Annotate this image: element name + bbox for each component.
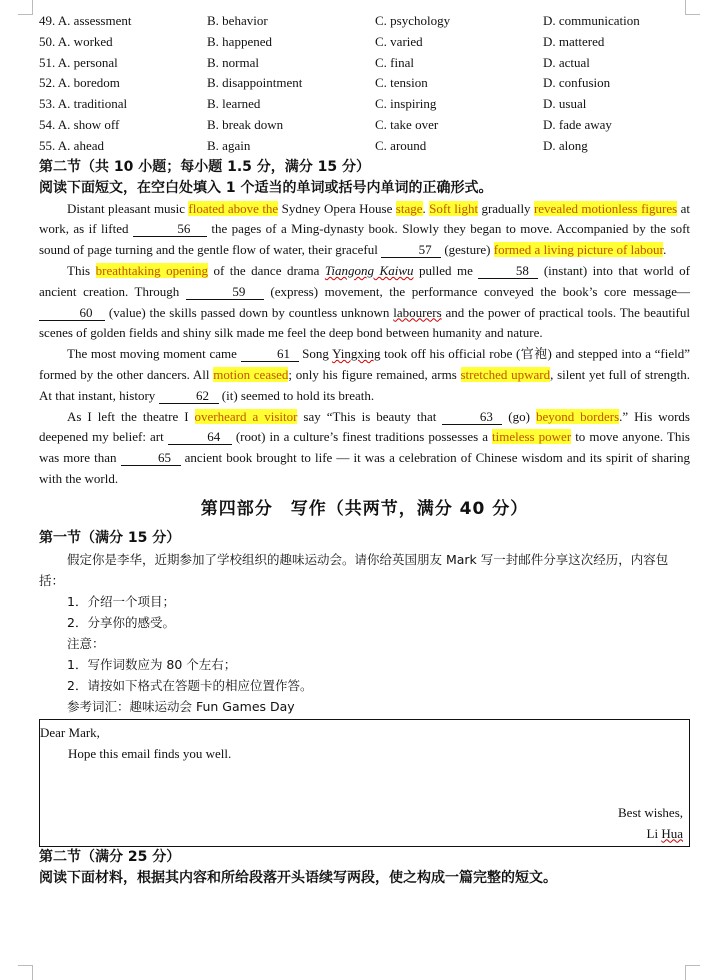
blank-63: 63 <box>442 409 502 425</box>
writing-note-2: 2．请按如下格式在答题卡的相应位置作答。 <box>67 677 313 693</box>
highlight: revealed motionless figures <box>533 200 678 216</box>
passage-paragraph-4: As I left the theatre I overheard a visitor say “This is beauty that 63 (go) beyond borders.” His words deepened my belief: art 64 (root) in a culture’s finest traditions possesses a timeless power to move anyone. This was more than 65 ancient book brought to life — it was a celebration of Chinese wisdom and its spirit of sharing with the world. <box>39 408 691 486</box>
blank-65: 65 <box>121 450 181 466</box>
letter-closing: Best wishes, <box>618 804 683 820</box>
section2-heading: 第二节（共 10 小题；每小题 1.5 分，满分 15 分） <box>39 158 371 175</box>
writing-note-label: 注意： <box>67 635 105 651</box>
blank-57: 57 <box>381 242 441 258</box>
highlight: formed a living picture of labour <box>493 242 664 258</box>
blank-61: 61 <box>241 346 299 362</box>
blank-62: 62 <box>159 388 219 404</box>
blank-59: 59 <box>186 284 264 300</box>
passage-paragraph-2: This breathtaking opening of the dance drama Tiangong Kaiwu pulled me 58 (instant) into that world of ancient creation. Through 59 (express) movement, the performance conveyed the book’s core message—60 (value) the skills passed down by countless unknown labourers and the power of practical tools. The beautiful scenes of golden fields and shiny silk made me feel the deep bond between humanity and nature. <box>39 262 690 341</box>
writing-item-2: 2．分享你的感受。 <box>67 614 175 630</box>
letter-greeting: Dear Mark, <box>40 724 100 740</box>
writing-prompt: 假定你是李华，近期参加了学校组织的趣味运动会。请你给英国朋友 Mark 写一封邮件分享这次经历，内容包括： <box>39 551 669 588</box>
writing-reference: 参考词汇：趣味运动会 Fun Games Day <box>67 698 295 714</box>
option-row: 54. A. show off B. break down C. take over D. fade away <box>39 116 612 132</box>
options-list <box>39 11 690 157</box>
crop-mark-bottom-left <box>18 965 33 980</box>
highlight: overheard a visitor <box>194 408 298 424</box>
title-italic: Tiangong Kaiwu <box>324 262 414 278</box>
letter-opening: Hope this email finds you well. <box>68 745 232 761</box>
spellcheck-word: labourers <box>393 304 442 320</box>
option-row: 55. A. ahead B. again C. around D. along <box>39 137 588 153</box>
highlight: motion ceased <box>213 366 289 382</box>
writing-section1-heading: 第一节（满分 15 分） <box>39 529 181 546</box>
writing-item-1: 1．介绍一个项目； <box>67 593 175 609</box>
highlight: breathtaking opening <box>95 262 208 278</box>
highlight: timeless power <box>492 429 572 445</box>
writing-section2-heading: 第二节（满分 25 分） <box>39 848 181 865</box>
crop-mark-top-left <box>18 0 33 15</box>
highlight: Soft light <box>429 200 479 216</box>
spellcheck-word: Yingxing <box>332 346 381 362</box>
blank-58: 58 <box>478 263 538 279</box>
blank-56: 56 <box>133 221 207 237</box>
passage-paragraph-3: The most moving moment came 61 Song Yingxing took off his official robe (官袍) and stepped into a “field” formed by the other dancers. All motion ceased; only his figure remained, arms stretched upward, silent yet full of strength. At that instant, history 62 (it) seemed to hold its breath. <box>39 346 690 403</box>
letter-answer-box <box>39 719 690 847</box>
letter-signature: Li Hua <box>646 825 683 841</box>
writing-section2-prompt: 阅读下面材料，根据其内容和所给段落开头语续写两段，使之构成一篇完整的短文。 <box>39 869 557 886</box>
option-row: 53. A. traditional B. learned C. inspiring D. usual <box>39 96 587 112</box>
crop-mark-bottom-right <box>685 965 700 980</box>
highlight: beyond borders <box>535 408 620 424</box>
highlight: stretched upward <box>460 366 551 382</box>
part4-title: 第四部分 写作（共两节，满分 40 分） <box>200 498 529 519</box>
blank-64: 64 <box>168 429 232 445</box>
option-row: 51. A. personal B. normal C. final D. actual <box>39 54 590 70</box>
option-row: 52. A. boredom B. disappointment C. tension D. confusion <box>39 75 611 91</box>
exam-page <box>39 13 691 889</box>
writing-note-1: 1．写作词数应为 80 个左右； <box>67 656 237 672</box>
highlight: stage <box>395 200 423 216</box>
option-row: 50. A. worked B. happened C. varied D. mattered <box>39 33 605 49</box>
passage-paragraph-1: Distant pleasant music floated above the Sydney Opera House stage. Soft light gradually revealed motionless figures at work, as if lifted 56 the pages of a Ming-dynasty book. Slowly they began to move. Accompanied by the soft sound of page turning and the gentle flow of water, their graceful 57 (gesture) formed a living picture of labour. <box>39 200 691 258</box>
highlight: floated above the <box>188 200 279 216</box>
option-row: 49. A. assessment B. behavior C. psychology D. communication <box>39 13 640 28</box>
blank-60: 60 <box>39 305 105 321</box>
section2-instruction: 阅读下面短文，在空白处填入 1 个适当的单词或括号内单词的正确形式。 <box>39 179 493 196</box>
